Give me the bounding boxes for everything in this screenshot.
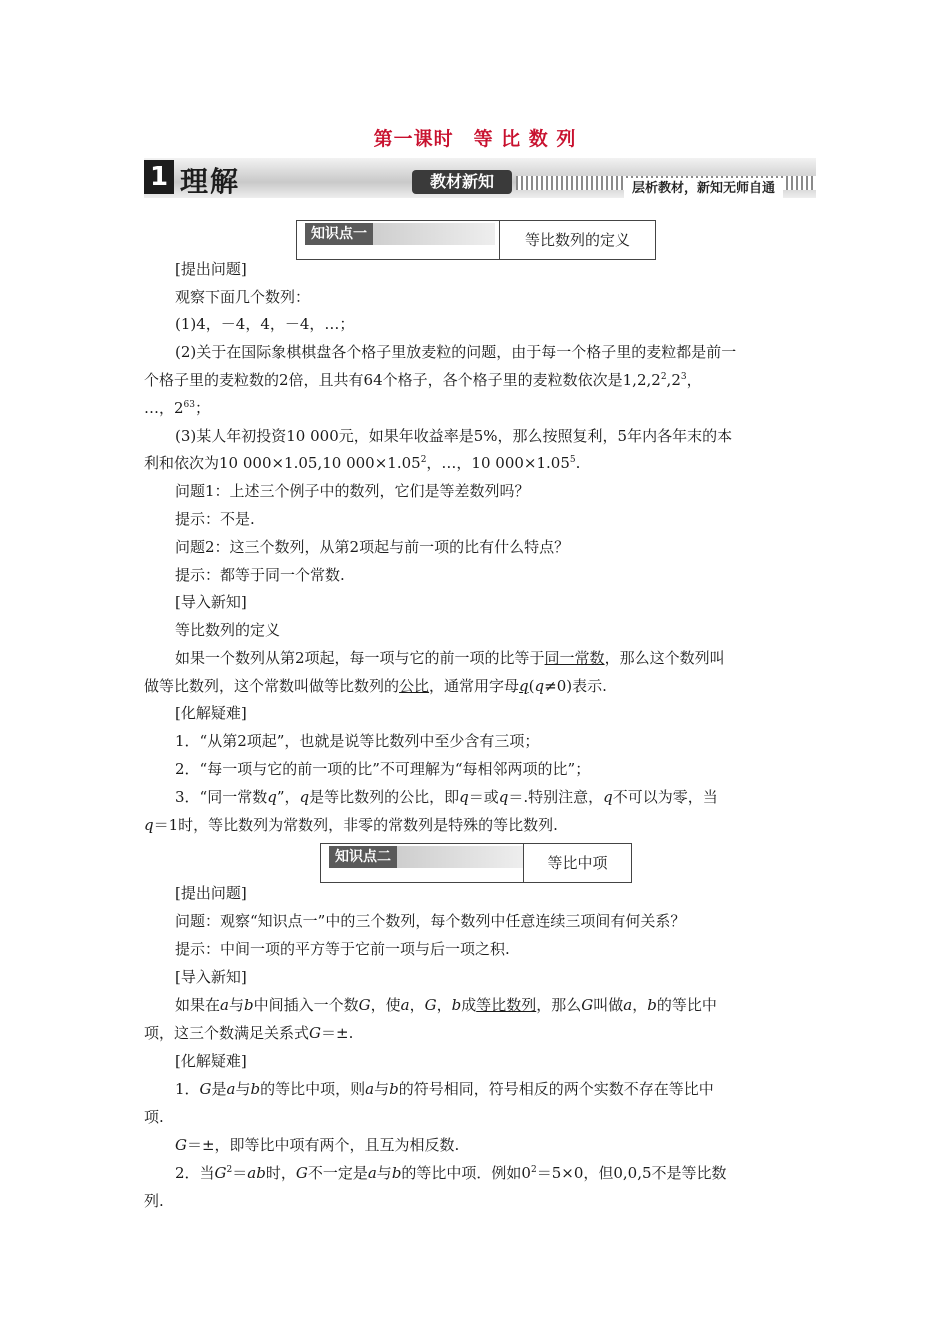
- difficulty-1-3-continued: q＝1时，等比数列为常数列，非零的常数列是特殊的等比数列.: [144, 816, 558, 834]
- example-1: (1)4，－4，4，－4，…；: [175, 315, 355, 333]
- heading-ask-1: [提出问题]: [175, 260, 247, 278]
- banner-main-label: 理解: [180, 165, 241, 198]
- heading-ask-2: [提出问题]: [175, 884, 247, 902]
- heading-difficulty-1: [化解疑难]: [175, 704, 247, 722]
- definition-line-1: 如果一个数列从第2项起，每一项与它的前一项的比等于同一常数，那么这个数列叫: [175, 649, 725, 667]
- page-title: 第一课时 等 比 数 列: [373, 128, 577, 150]
- knowledge-point-1-box: [296, 220, 656, 260]
- banner-number: 1: [144, 160, 174, 194]
- definition-line-2: 做等比数列，这个常数叫做等比数列的公比，通常用字母q(q≠0)表示.: [144, 677, 607, 695]
- banner-sub-label: 教材新知: [412, 170, 512, 194]
- answer-2: 提示：都等于同一个常数.: [175, 566, 345, 584]
- answer-1: 提示：不是.: [175, 510, 255, 528]
- example-3-line-1: (3)某人年初投资10 000元，如果年收益率是5%，那么按照复利，5年内各年末的本: [175, 427, 733, 445]
- example-2-line-3: …，$2^{63}$；: [144, 399, 211, 417]
- difficulty-1-2: 2．“每一项与它的前一项的比”不可理解为“每相邻两项的比”；: [175, 760, 591, 778]
- example-3-line-2: 利和依次为10 000×1.05,10 $000\times 1.05^2$，…，10 $000\times 1.05^5$.: [144, 454, 581, 472]
- difficulty-1-3: 3．“同一常数q”，q是等比数列的公比，即q＝或q＝.特别注意，q不可以为零，当: [175, 788, 718, 806]
- knowledge-point-2-name: 等比中项: [547, 854, 608, 872]
- question-3: 问题：观察“知识点一”中的三个数列，每个数列中任意连续三项间有何关系？: [175, 912, 686, 930]
- answer-3: 提示：中间一项的平方等于它前一项与后一项之积.: [175, 940, 510, 958]
- knowledge-point-1-label: 知识点一: [305, 223, 373, 245]
- section-banner: [144, 158, 816, 198]
- difficulty-2-2: 2．当$G^2=ab$时，G不一定是a与b的等比中项．例如$0^2=5\times 0$，但0,0,5不是等比数: [175, 1164, 727, 1182]
- difficulty-2-1: 1．G是a与b的等比中项，则a与b的符号相同，符号相反的两个实数不存在等比中: [175, 1080, 714, 1098]
- question-1: 问题1：上述三个例子中的数列，它们是等差数列吗？: [175, 482, 530, 500]
- text-observe: 观察下面几个数列：: [175, 288, 311, 306]
- heading-difficulty-2: [化解疑难]: [175, 1052, 247, 1070]
- geometric-mean-line-1: 如果在a与b中间插入一个数G，使a，G，b成等比数列，那么G叫做a，b的等比中: [175, 996, 717, 1014]
- knowledge-point-2-box: [320, 843, 632, 883]
- difficulty-2-2-continued: 列.: [144, 1192, 164, 1210]
- heading-new-1: [导入新知]: [175, 593, 247, 611]
- knowledge-point-2-label: 知识点二: [329, 846, 397, 868]
- difficulty-2-1-note: G＝±，即等比中项有两个，且互为相反数.: [175, 1136, 460, 1154]
- example-2-line-1: (2)关于在国际象棋棋盘各个格子里放麦粒的问题，由于每一个格子里的麦粒都是前一: [175, 343, 737, 361]
- difficulty-2-1-continued: 项.: [144, 1108, 164, 1126]
- geometric-mean-line-2: 项，这三个数满足关系式G＝±.: [144, 1024, 354, 1042]
- definition-title: 等比数列的定义: [175, 621, 281, 639]
- difficulty-1-1: 1．“从第2项起”，也就是说等比数列中至少含有三项；: [175, 732, 540, 750]
- example-2-line-2: 个格子里的麦粒数的2倍，且共有64个格子，各个格子里的麦粒数依次是$1,2,2^2,2^3$，: [144, 371, 702, 389]
- knowledge-point-1-name: 等比数列的定义: [524, 231, 630, 249]
- heading-new-2: [导入新知]: [175, 968, 247, 986]
- question-2: 问题2：这三个数列，从第2项起与前一项的比有什么特点？: [175, 538, 570, 556]
- banner-tagline: 层析教材，新知无师自通: [624, 178, 783, 200]
